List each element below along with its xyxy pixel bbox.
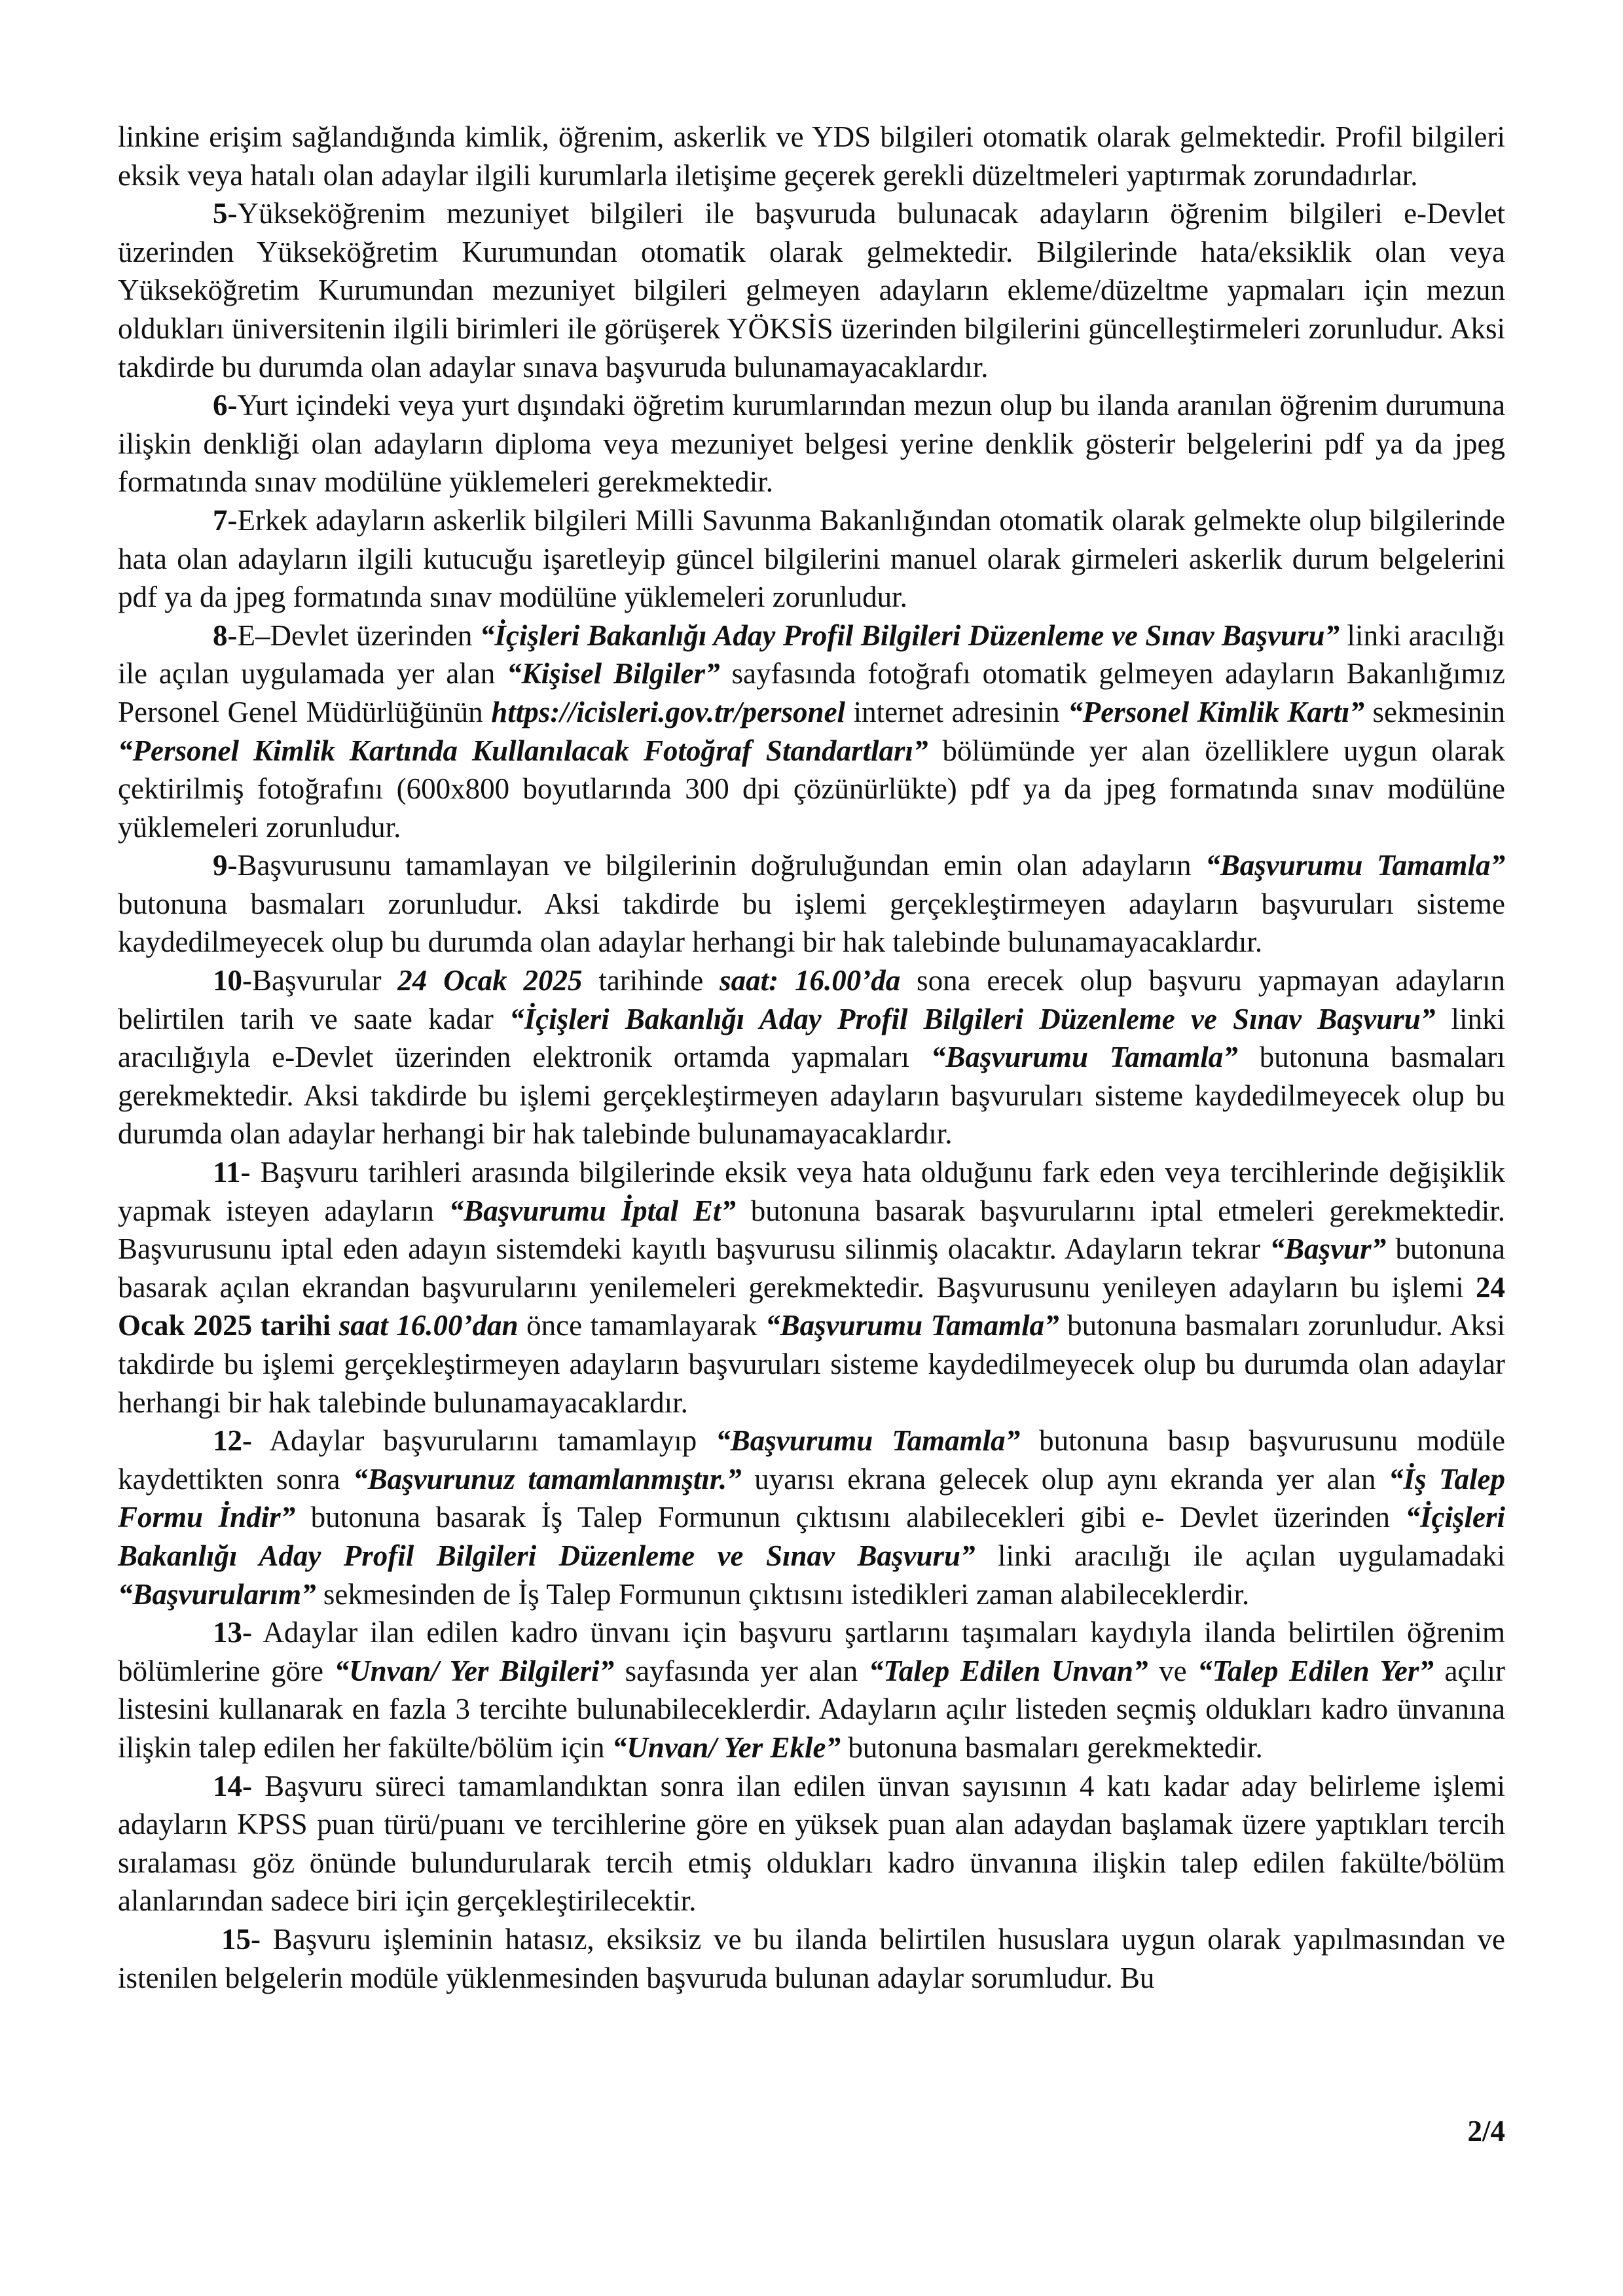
- deadline-date: 24 Ocak 2025: [397, 964, 583, 997]
- item-number: 15-: [221, 1922, 261, 1956]
- paragraph-9: 9-Başvurusunu tamamlayan ve bilgilerinin doğruluğundan emin olan adayların “Başvurumu Tamamla” butonuna basmaları zorunludur. Aksi takdirde bu işlemi gerçekleştirmeyen adayların başvuruları sisteme kaydedilmeyecek olup bu durumda olan adaylar herhangi bir hak talebinde bulunamayacaklardır.: [118, 849, 1506, 959]
- item-number: 7-: [213, 503, 238, 537]
- paragraph-7: 7-Erkek adayların askerlik bilgileri Milli Savunma Bakanlığından otomatik olarak gelmekte olup bilgilerinde hata olan adayların ilgili kutucuğu işaretleyip güncel bilgilerini manuel olarak girmeleri askerlik durum belgelerini pdf ya da jpeg formatında sınav modülüne yüklemeleri zorunludur.: [118, 503, 1505, 614]
- deadline-time: saat: 16.00’da: [720, 964, 901, 997]
- item-number: 13-: [213, 1616, 252, 1649]
- application-link-name: “İçişleri Bakanlığı Aday Profil Bilgileri Düzenleme ve Sınav Başvuru”: [509, 1002, 1436, 1035]
- id-card-tab-name: “Personel Kimlik Kartı”: [1068, 695, 1364, 728]
- paragraph-10: 10-Başvurular 24 Ocak 2025 tarihinde saat: 16.00’da sona erecek olup başvuru yapmayan adayların belirtilen tarih ve saate kadar “İçişleri Bakanlığı Aday Profil Bilgileri Düzenleme ve Sınav Başvuru” linki aracılığıyla e-Devlet üzerinden elektronik ortamda yapmaları “Başvurumu Tamamla” butonuna basmaları gerekmektedir. Aksi takdirde bu işlemi gerçekleştirmeyen adayların başvuruları sisteme kaydedilmeyecek olup bu durumda olan adaylar herhangi bir hak talebinde bulunamayacaklardır.: [118, 964, 1506, 1151]
- complete-button-name: “Başvurumu Tamamla”: [930, 1041, 1238, 1074]
- deadline-time: saat 16.00’dan: [338, 1309, 519, 1342]
- paragraph-intro: linkine erişim sağlandığında kimlik, öğrenim, askerlik ve YDS bilgileri otomatik olarak gelmektedir. Profil bilgileri eksik veya hatalı olan adaylar ilgili kurumlarla iletişime geçerek gerekli düzeltmeleri yaptırmak zorundadırlar.: [118, 120, 1505, 192]
- item-number: 5-: [213, 197, 238, 230]
- paragraph-11: 11- Başvuru tarihleri arasında bilgilerinde eksik veya hata olduğunu fark eden veya tercihlerinde değişiklik yapmak isteyen adayların “Başvurumu İptal Et” butonuna basarak başvurularını iptal etmeleri gerekmektedir. Başvurusunu iptal eden adayın sistemdeki kayıtlı başvurusu silinmiş olacaktır. Adayların tekrar “Başvur” butonuna basarak açılan ekrandan başvurularını yenilemeleri gerekmektedir. Başvurusunu yenileyen adayların bu işlemi 24 Ocak 2025 tarihi saat 16.00’dan önce tamamlayarak “Başvurumu Tamamla” butonuna basmaları zorunludur. Aksi takdirde bu işlemi gerçekleştirmeyen adayların başvuruları sisteme kaydedilmeyecek olup bu durumda olan adaylar herhangi bir hak talebinde bulunamayacaklardır.: [118, 1156, 1505, 1419]
- document-body: [118, 118, 1505, 1997]
- paragraph-13: 13- Adaylar ilan edilen kadro ünvanı için başvuru şartlarını taşımaları kaydıyla ilanda belirtilen öğrenim bölümlerine göre “Unvan/ Yer Bilgileri” sayfasında yer alan “Talep Edilen Unvan” ve “Talep Edilen Yer” açılır listesini kullanarak en fazla 3 tercihte bulunabileceklerdir. Adayların açılır listeden seçmiş oldukları kadro ünvanına ilişkin talep edilen her fakülte/bölüm için “Unvan/ Yer Ekle” butonuna basmaları gerekmektedir.: [118, 1616, 1505, 1764]
- paragraph-15: 15- Başvuru işleminin hatasız, eksiksiz ve bu ilanda belirtilen hususlara uygun olarak yapılmasından ve istenilen belgelerin modüle yüklenmesinden başvuruda bulunan adaylar sorumludur. Bu: [118, 1922, 1505, 1994]
- item-number: 14-: [213, 1769, 252, 1803]
- personal-info-page-name: “Kişisel Bilgiler”: [507, 657, 720, 691]
- item-number: 9-: [213, 849, 238, 882]
- apply-button-name: “Başvur”: [1269, 1232, 1387, 1266]
- cancel-button-name: “Başvurumu İptal Et”: [448, 1194, 736, 1227]
- complete-button-name: “Başvurumu Tamamla”: [716, 1424, 1021, 1458]
- paragraph-14: 14- Başvuru süreci tamamlandıktan sonra ilan edilen ünvan sayısının 4 katı kadar aday belirleme işlemi adayların KPSS puan türü/puanı ve tercihlerine göre en yüksek puan alan adaydan başlamak üzere yaptıkları tercih sıralaması göz önünde bulundurularak tercih etmiş oldukları kadro ünvanına ilişkin talep edilen fakülte/bölüm alanlarından sadece biri için gerçekleştirilecektir.: [118, 1769, 1505, 1918]
- deadline-date: 24 Ocak 2025 tarihi: [118, 1270, 1505, 1342]
- my-applications-tab-name: “Başvurularım”: [118, 1577, 316, 1611]
- requested-location-field: “Talep Edilen Yer”: [1197, 1654, 1434, 1687]
- add-title-button-name: “Unvan/ Yer Ekle”: [611, 1731, 841, 1764]
- paragraph-12: 12- Adaylar başvurularını tamamlayıp “Başvurumu Tamamla” butonuna basıp başvurusunu modüle kaydettikten sonra “Başvurunuz tamamlanmıştır.” uyarısı ekrana gelecek olup aynı ekranda yer alan “İş Talep Formu İndir” butonuna basarak İş Talep Formunun çıktısını alabilecekleri gibi e- Devlet üzerinden “İçişleri Bakanlığı Aday Profil Bilgileri Düzenleme ve Sınav Başvuru” linki aracılığı ile açılan uygulamadaki “Başvurularım” sekmesinden de İş Talep Formunun çıktısını istedikleri zaman alabileceklerdir.: [118, 1424, 1505, 1611]
- requested-title-field: “Talep Edilen Unvan”: [868, 1654, 1148, 1687]
- application-link-name: “İçişleri Bakanlığı Aday Profil Bilgileri Düzenleme ve Sınav Başvuru”: [479, 619, 1340, 652]
- complete-button-name: “Başvurumu Tamamla”: [1205, 849, 1506, 882]
- item-number: 6-: [213, 389, 238, 422]
- paragraph-8: 8-E–Devlet üzerinden “İçişleri Bakanlığı Aday Profil Bilgileri Düzenleme ve Sınav Başvuru” linki aracılığı ile açılan uygulamada yer alan “Kişisel Bilgiler” sayfasında fotoğrafı otomatik gelmeyen adayların Bakanlığımız Personel Genel Müdürlüğünün https://icisleri.gov.tr/personel internet adresinin “Personel Kimlik Kartı” sekmesinin “Personel Kimlik Kartında Kullanılacak Fotoğraf Standartları” bölümünde yer alan özelliklere uygun olarak çektirilmiş fotoğrafını (600x800 boyutlarında 300 dpi çözünürlükte) pdf ya da jpeg formatında sınav modülüne yüklemeleri zorunludur.: [118, 619, 1506, 844]
- item-number: 12-: [213, 1424, 252, 1458]
- page-number: 2/4: [1467, 2115, 1505, 2147]
- paragraph-5: 5-Yükseköğrenim mezuniyet bilgileri ile başvuruda bulunacak adayların öğrenim bilgileri e-Devlet üzerinden Yükseköğretim Kurumundan otomatik olarak gelmektedir. Bilgilerinde hata/eksiklik olan veya Yükseköğretim Kurumundan mezuniyet bilgileri gelmeyen adayların ekleme/düzeltme yapmaları için mezun oldukları üniversitenin ilgili birimleri ile görüşerek YÖKSİS üzerinden bilgilerini güncelleştirmeleri zorunludur. Aksi takdirde bu durumda olan adaylar sınava başvuruda bulunamayacaklardır.: [118, 197, 1505, 384]
- paragraph-6: 6-Yurt içindeki veya yurt dışındaki öğretim kurumlarından mezun olup bu ilanda aranılan öğrenim durumuna ilişkin denkliği olan adayların diploma veya mezuniyet belgesi yerine denklik gösterir belgelerini pdf ya da jpeg formatında sınav modülüne yüklemeleri gerekmektedir.: [118, 389, 1505, 499]
- personnel-url: https://icisleri.gov.tr/personel: [491, 695, 846, 728]
- item-number: 11-: [213, 1156, 251, 1189]
- item-number: 10-: [213, 964, 252, 997]
- complete-button-name: “Başvurumu Tamamla”: [765, 1309, 1059, 1342]
- download-form-button-name: “İş Talep Formu İndir”: [118, 1462, 1505, 1534]
- title-location-page-name: “Unvan/ Yer Bilgileri”: [334, 1654, 615, 1687]
- photo-standards-section: “Personel Kimlik Kartında Kullanılacak Fotoğraf Standartları”: [118, 734, 928, 767]
- completed-warning-text: “Başvurunuz tamamlanmıştır.”: [353, 1462, 742, 1496]
- item-number: 8-: [213, 619, 238, 652]
- application-link-name: “İçişleri Bakanlığı Aday Profil Bilgileri Düzenleme ve Sınav Başvuru”: [118, 1501, 1505, 1572]
